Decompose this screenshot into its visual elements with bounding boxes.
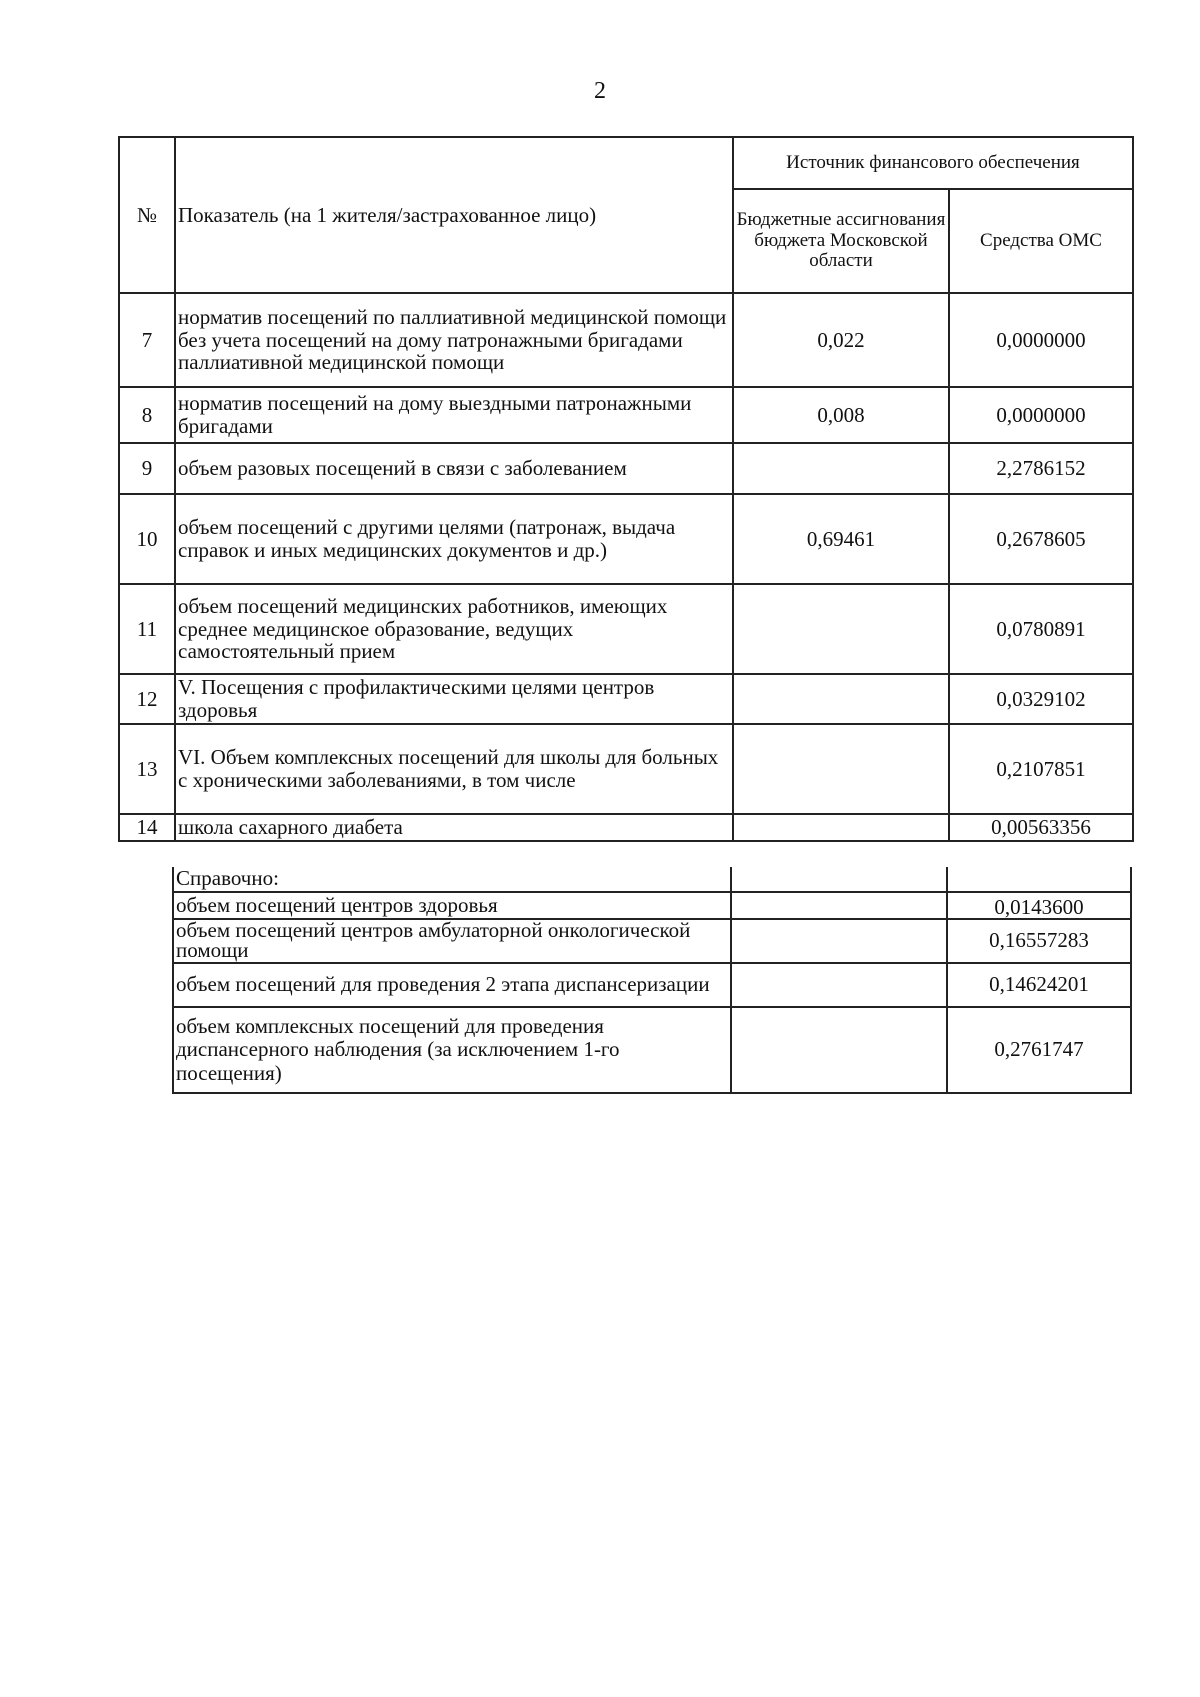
row-budget — [733, 724, 949, 814]
row-oms: 0,2678605 — [949, 494, 1133, 584]
reference-row — [173, 892, 1131, 919]
row-num: 14 — [119, 814, 175, 841]
table-row — [119, 494, 1133, 584]
header-budget: Бюджетные ассигнования бюджета Московской области — [733, 189, 949, 293]
row-num: 8 — [119, 387, 175, 443]
reference-row — [173, 1007, 1131, 1093]
reference-oms: 0,16557283 — [947, 919, 1131, 963]
row-indicator: VI. Объем комплексных посещений для школы для больных с хроническими заболеваниями, в том числе — [175, 724, 733, 814]
row-num: 11 — [119, 584, 175, 674]
reference-table — [172, 867, 1132, 1094]
table-row — [119, 674, 1133, 724]
reference-indicator: объем посещений центров амбулаторной онкологической помощи — [173, 919, 731, 963]
table-row — [119, 387, 1133, 443]
row-budget: 0,008 — [733, 387, 949, 443]
reference-budget — [731, 919, 947, 963]
row-oms: 0,2107851 — [949, 724, 1133, 814]
row-indicator: норматив посещений по паллиативной медицинской помощи без учета посещений на дому патронажными бригадами паллиативной медицинской помощи — [175, 293, 733, 387]
reference-oms: 0,14624201 — [947, 963, 1131, 1007]
table-row — [119, 724, 1133, 814]
row-num: 13 — [119, 724, 175, 814]
header-oms: Средства ОМС — [949, 189, 1133, 293]
row-indicator: V. Посещения с профилактическими целями центров здоровья — [175, 674, 733, 724]
reference-indicator: объем посещений для проведения 2 этапа диспансеризации — [173, 963, 731, 1007]
header-indicator: Показатель (на 1 жителя/застрахованное лицо) — [175, 137, 733, 293]
row-budget — [733, 674, 949, 724]
table-row — [119, 443, 1133, 494]
reference-oms: 0,0143600 — [947, 892, 1131, 919]
reference-budget — [731, 1007, 947, 1093]
header-row — [119, 137, 1133, 189]
reference-budget — [731, 963, 947, 1007]
row-oms: 0,0000000 — [949, 387, 1133, 443]
row-oms: 0,0329102 — [949, 674, 1133, 724]
row-oms: 0,0000000 — [949, 293, 1133, 387]
row-budget — [733, 443, 949, 494]
row-indicator: объем разовых посещений в связи с заболеванием — [175, 443, 733, 494]
table-row — [119, 293, 1133, 387]
page-number: 2 — [594, 78, 606, 104]
indicator-table — [118, 136, 1134, 842]
header-source: Источник финансового обеспечения — [733, 137, 1133, 189]
header-num: № — [119, 137, 175, 293]
reference-indicator: объем комплексных посещений для проведения диспансерного наблюдения (за исключением 1-го посещения) — [173, 1007, 731, 1093]
reference-label-row — [173, 867, 1131, 892]
row-budget: 0,022 — [733, 293, 949, 387]
row-budget — [733, 814, 949, 841]
reference-indicator: объем посещений центров здоровья — [173, 892, 731, 919]
reference-row — [173, 919, 1131, 963]
row-indicator: норматив посещений на дому выездными патронажными бригадами — [175, 387, 733, 443]
reference-oms: 0,2761747 — [947, 1007, 1131, 1093]
row-budget: 0,69461 — [733, 494, 949, 584]
row-num: 7 — [119, 293, 175, 387]
row-budget — [733, 584, 949, 674]
row-oms: 0,0780891 — [949, 584, 1133, 674]
row-oms: 2,2786152 — [949, 443, 1133, 494]
reference-label: Справочно: — [173, 867, 731, 892]
reference-row — [173, 963, 1131, 1007]
reference-budget — [731, 892, 947, 919]
row-num: 9 — [119, 443, 175, 494]
table-row — [119, 814, 1133, 841]
row-num: 12 — [119, 674, 175, 724]
row-indicator: школа сахарного диабета — [175, 814, 733, 841]
table-row — [119, 584, 1133, 674]
row-num: 10 — [119, 494, 175, 584]
row-oms: 0,00563356 — [949, 814, 1133, 841]
row-indicator: объем посещений медицинских работников, имеющих среднее медицинское образование, ведущих самостоятельный прием — [175, 584, 733, 674]
row-indicator: объем посещений с другими целями (патронаж, выдача справок и иных медицинских документов и др.) — [175, 494, 733, 584]
